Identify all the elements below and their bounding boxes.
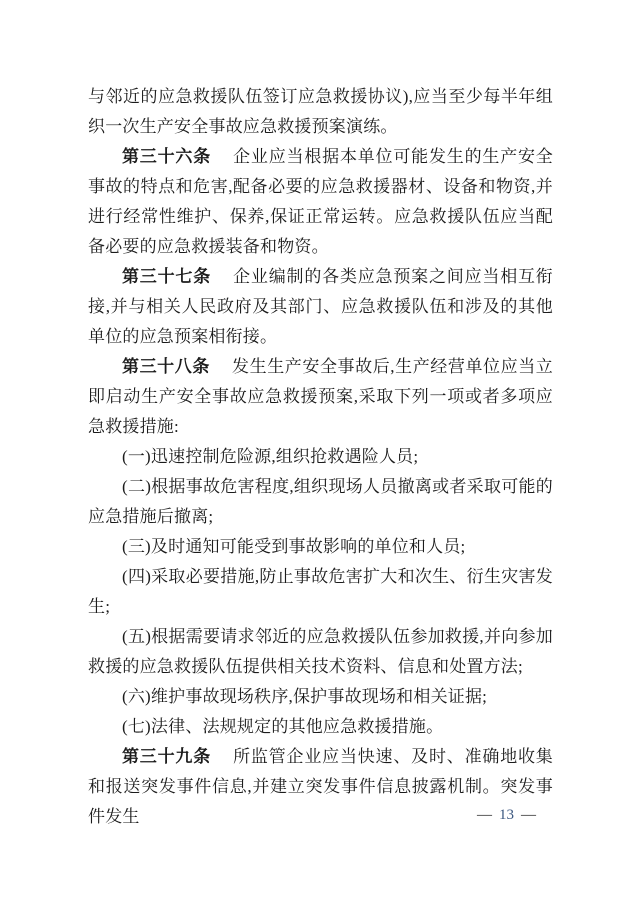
paragraph-text: 所监管企业应当快速、及时、准确地收集和报送突发事件信息,并建立突发事件信息披露机制。突发事件发生 — [88, 747, 553, 826]
paragraph-text: (五)根据需要请求邻近的应急救援队伍参加救援,并向参加救援的应急救援队伍提供相关技术资料、信息和处置方法; — [88, 627, 553, 676]
list-item-4 — [88, 562, 553, 622]
page-number-value: 13 — [499, 807, 514, 823]
article-number: 第三十七条 — [122, 267, 212, 286]
paragraph-continuation — [88, 82, 553, 142]
paragraph-text: (四)采取必要措施,防止事故危害扩大和次生、衍生灾害发生; — [88, 567, 553, 616]
list-item-1 — [88, 442, 553, 472]
paragraph-text: (三)及时通知可能受到事故影响的单位和人员; — [122, 537, 466, 556]
article-paragraph-37 — [88, 262, 553, 352]
paragraph-text: (二)根据事故危害程度,组织现场人员撤离或者采取可能的应急措施后撤离; — [88, 477, 553, 526]
list-item-6 — [88, 682, 553, 712]
paragraph-text: 与邻近的应急救援队伍签订应急救援协议),应当至少每半年组织一次生产安全事故应急救援预案演练。 — [88, 87, 553, 136]
paragraph-text: (一)迅速控制危险源,组织抢救遇险人员; — [122, 447, 419, 466]
paragraph-text: (七)法律、法规规定的其他应急救援措施。 — [122, 717, 444, 736]
paragraph-text: 企业编制的各类应急预案之间应当相互衔接,并与相关人民政府及其部门、应急救援队伍和涉及的其他单位的应急预案相衔接。 — [88, 267, 553, 346]
paragraph-text: 发生生产安全事故后,生产经营单位应当立即启动生产安全事故应急救援预案,采取下列一项或者多项应急救援措施: — [88, 357, 554, 436]
page-number-dash-right: — — [521, 807, 536, 823]
paragraph-text: 企业应当根据本单位可能发生的生产安全事故的特点和危害,配备必要的应急救援器材、设备和物资,并进行经常性维护、保养,保证正常运转。应急救援队伍应当配备必要的应急救援装备和物资。 — [88, 147, 553, 256]
page-number-dash-left: — — [477, 807, 492, 823]
article-number: 第三十九条 — [122, 747, 212, 766]
list-item-7 — [88, 712, 553, 742]
paragraph-text: (六)维护事故现场秩序,保护事故现场和相关证据; — [122, 687, 488, 706]
page-number — [477, 805, 536, 825]
article-paragraph-38 — [88, 352, 553, 442]
list-item-2 — [88, 472, 553, 532]
list-item-3 — [88, 532, 553, 562]
article-number: 第三十八条 — [122, 357, 210, 376]
article-paragraph-36 — [88, 142, 553, 262]
list-item-5 — [88, 622, 553, 682]
article-number: 第三十六条 — [122, 147, 212, 166]
document-body — [88, 82, 553, 832]
